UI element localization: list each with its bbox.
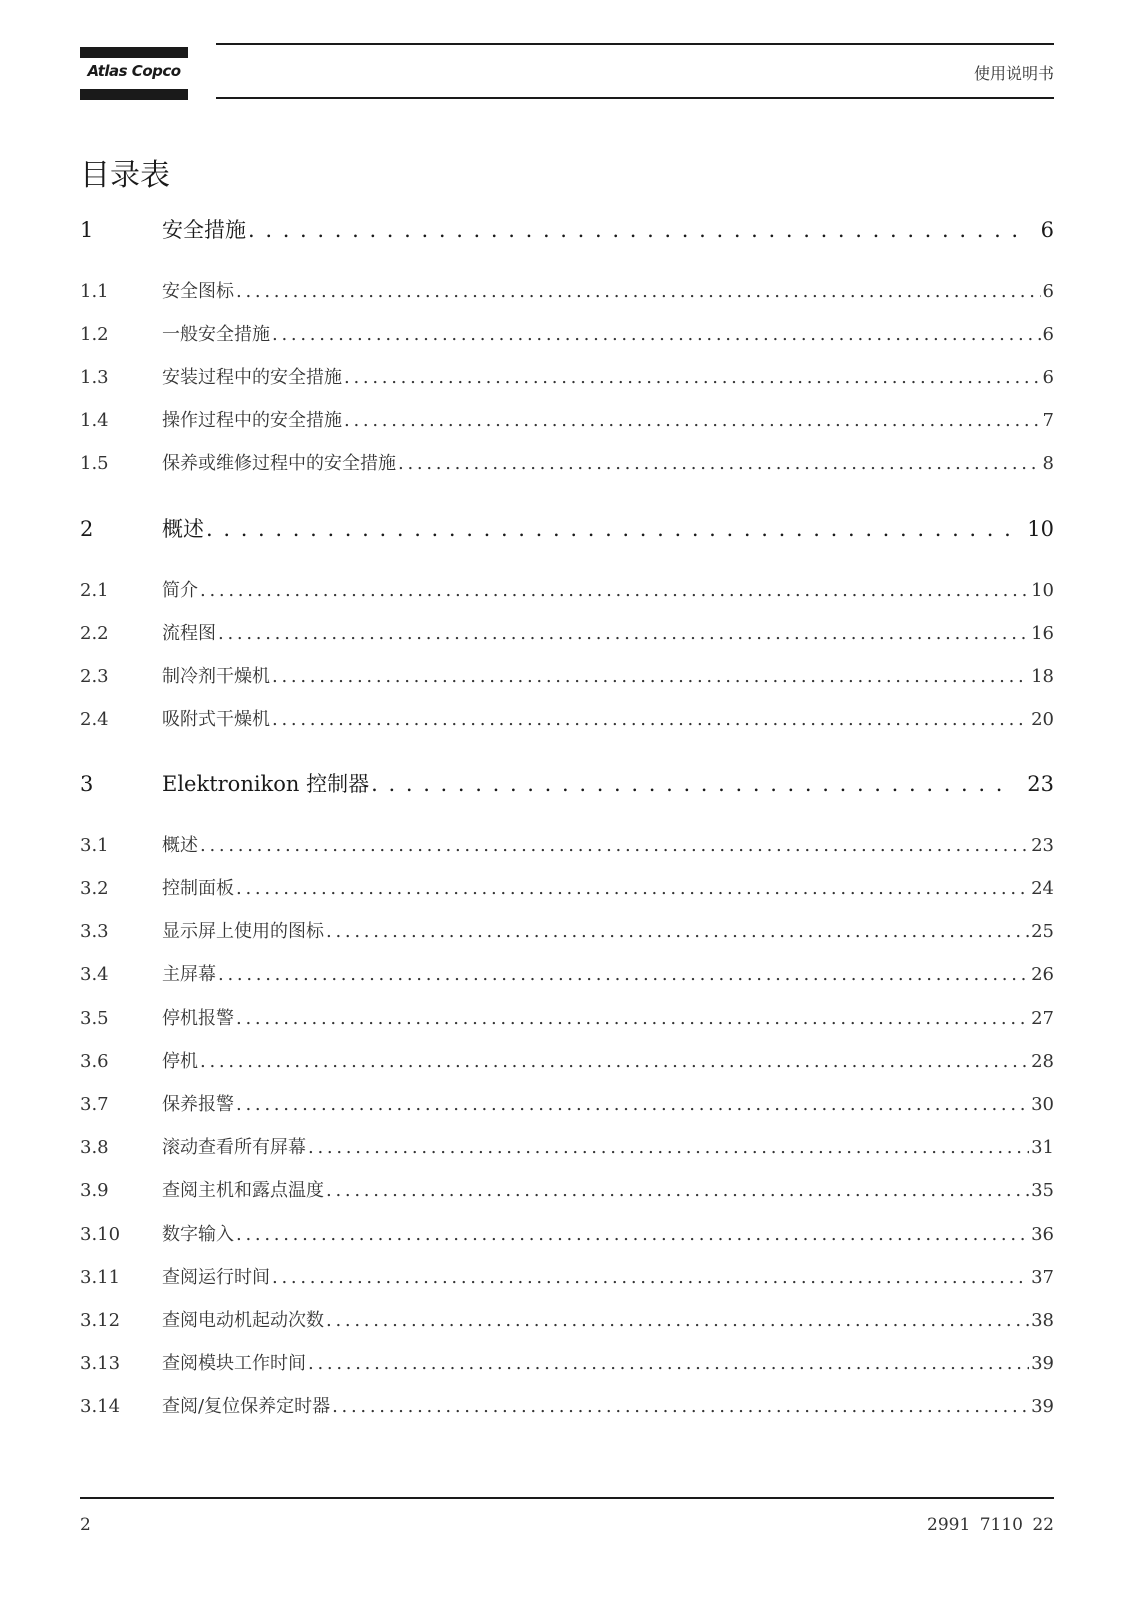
toc-leader-dots (236, 878, 1029, 899)
toc-leader-dots (236, 1008, 1029, 1029)
toc-entry-3-11[interactable] (80, 1263, 1054, 1293)
toc-entry-2-2[interactable] (80, 619, 1054, 649)
toc-leader-dots (236, 1094, 1029, 1115)
toc-leader-dots (236, 281, 1041, 302)
toc-entry-label: 查阅模块工作时间 (162, 1353, 306, 1374)
toc-entry-number: 3.13 (80, 1353, 121, 1374)
toc-leader-dots (326, 921, 1029, 942)
toc-entry-number: 3.12 (80, 1310, 121, 1331)
toc-leader-dots (308, 1353, 1029, 1374)
toc-entry-label: 安装过程中的安全措施 (162, 367, 342, 388)
toc-entry-page: 31 (1031, 1137, 1054, 1158)
toc-entry-3-13[interactable] (80, 1349, 1054, 1379)
toc-entry-page: 23 (1027, 772, 1054, 796)
toc-leader-dots (326, 1180, 1029, 1201)
toc-entry-3-10[interactable] (80, 1220, 1054, 1250)
toc-entry-page: 6 (1042, 281, 1054, 302)
toc-entry-1-1[interactable] (80, 277, 1054, 307)
toc-entry-1-2[interactable] (80, 320, 1054, 350)
toc-entry-label: 概述 (162, 517, 204, 541)
toc-entry-page: 10 (1031, 580, 1054, 601)
toc-leader-dots (272, 709, 1029, 730)
toc-entry-page: 38 (1031, 1310, 1054, 1331)
toc-entry-3-5[interactable] (80, 1004, 1054, 1034)
toc-entry-label: 停机报警 (162, 1008, 234, 1029)
footer-document-number: 2991 7110 22 (927, 1515, 1054, 1535)
toc-entry-label: 操作过程中的安全措施 (162, 410, 342, 431)
toc-entry-3-12[interactable] (80, 1306, 1054, 1336)
toc-entry-page: 39 (1031, 1353, 1054, 1374)
toc-entry-label: 简介 (162, 580, 198, 601)
toc-entry-page: 8 (1042, 453, 1054, 474)
toc-leader-dots (371, 772, 1013, 796)
toc-leader-dots (200, 1051, 1029, 1072)
toc-entry-label: 控制面板 (162, 878, 234, 899)
logo-text: Atlas Copco (87, 62, 181, 80)
toc-entry-page: 6 (1040, 218, 1054, 242)
toc-entry-page: 24 (1031, 878, 1054, 899)
toc-entry-label: 数字输入 (162, 1224, 234, 1245)
toc-entry-number: 1.4 (80, 410, 109, 431)
toc-entry-label: 保养报警 (162, 1094, 234, 1115)
toc-entry-3[interactable] (80, 768, 1054, 798)
toc-entry-number: 3.6 (80, 1051, 109, 1072)
toc-entry-label: 一般安全措施 (162, 324, 270, 345)
toc-entry-1-5[interactable] (80, 449, 1054, 479)
toc-entry-page: 20 (1031, 709, 1054, 730)
toc-entry-number: 2.2 (80, 623, 109, 644)
toc-entry-number: 1.1 (80, 281, 109, 302)
toc-entry-number: 2.4 (80, 709, 109, 730)
toc-leader-dots (272, 666, 1029, 687)
toc-entry-number: 3.8 (80, 1137, 109, 1158)
toc-entry-number: 3.4 (80, 964, 109, 985)
toc-leader-dots (200, 580, 1029, 601)
toc-entry-3-2[interactable] (80, 874, 1054, 904)
toc-entry-label: 滚动查看所有屏幕 (162, 1137, 306, 1158)
toc-entry-page: 10 (1027, 517, 1054, 541)
toc-entry-page: 7 (1042, 410, 1054, 431)
toc-leader-dots (236, 1224, 1029, 1245)
toc-entry-2-4[interactable] (80, 705, 1054, 735)
header-rule-bottom (216, 97, 1054, 99)
toc-entry-label: 保养或维修过程中的安全措施 (162, 453, 396, 474)
toc-entry-number: 3.3 (80, 921, 109, 942)
toc-entry-3-14[interactable] (80, 1392, 1054, 1422)
toc-leader-dots (218, 623, 1029, 644)
toc-entry-label: 制冷剂干燥机 (162, 666, 270, 687)
toc-entry-label: 查阅运行时间 (162, 1267, 270, 1288)
toc-entry-number: 2.3 (80, 666, 109, 687)
toc-entry-3-6[interactable] (80, 1047, 1054, 1077)
toc-entry-label: 显示屏上使用的图标 (162, 921, 324, 942)
toc-entry-number: 1.2 (80, 324, 109, 345)
toc-entry-3-1[interactable] (80, 831, 1054, 861)
toc-entry-3-7[interactable] (80, 1090, 1054, 1120)
toc-entry-label: 吸附式干燥机 (162, 709, 270, 730)
toc-entry-label: 安全图标 (162, 281, 234, 302)
toc-entry-page: 6 (1042, 324, 1054, 345)
toc-entry-number: 1 (80, 218, 94, 242)
toc-entry-page: 37 (1031, 1267, 1054, 1288)
toc-entry-3-4[interactable] (80, 960, 1054, 990)
toc-entry-page: 6 (1042, 367, 1054, 388)
toc-entry-page: 30 (1031, 1094, 1054, 1115)
toc-entry-label: 停机 (162, 1051, 198, 1072)
toc-entry-page: 25 (1031, 921, 1054, 942)
logo-bar-bottom (80, 89, 188, 100)
toc-entry-page: 39 (1031, 1396, 1054, 1417)
toc-entry-number: 3.7 (80, 1094, 109, 1115)
toc-entry-number: 3 (80, 772, 94, 796)
toc-entry-number: 3.5 (80, 1008, 109, 1029)
toc-leader-dots (206, 517, 1013, 541)
toc-entry-number: 3.14 (80, 1396, 121, 1417)
toc-entry-label: 概述 (162, 835, 198, 856)
toc-entry-number: 3.11 (80, 1267, 121, 1288)
toc-entry-page: 16 (1031, 623, 1054, 644)
toc-entry-number: 2.1 (80, 580, 109, 601)
toc-entry-number: 3.10 (80, 1224, 121, 1245)
toc-entry-label: 流程图 (162, 623, 216, 644)
footer-rule (80, 1497, 1054, 1499)
toc-entry-label: 查阅/复位保养定时器 (162, 1396, 331, 1417)
toc-entry-page: 36 (1031, 1224, 1054, 1245)
toc-leader-dots (326, 1310, 1029, 1331)
toc-entry-number: 3.1 (80, 835, 109, 856)
toc-entry-page: 23 (1031, 835, 1054, 856)
toc-entry-1[interactable] (80, 214, 1054, 244)
toc-entry-1-4[interactable] (80, 406, 1054, 436)
toc-entry-number: 3.9 (80, 1180, 109, 1201)
toc-entry-label: Elektronikon 控制器 (162, 772, 370, 796)
toc-entry-3-9[interactable] (80, 1176, 1054, 1206)
header-title: 使用说明书 (973, 64, 1054, 83)
toc-entry-number: 3.2 (80, 878, 109, 899)
toc-leader-dots (200, 835, 1029, 856)
toc-entry-number: 1.5 (80, 453, 109, 474)
toc-leader-dots (272, 324, 1041, 345)
toc-entry-label: 查阅主机和露点温度 (162, 1180, 324, 1201)
toc-title: 目录表 (80, 158, 170, 193)
toc-entry-number: 2 (80, 517, 94, 541)
toc-entry-page: 27 (1031, 1008, 1054, 1029)
toc-entry-2-1[interactable] (80, 576, 1054, 606)
toc-entry-2[interactable] (80, 513, 1054, 543)
toc-leader-dots (398, 453, 1041, 474)
toc-leader-dots (308, 1137, 1029, 1158)
toc-leader-dots (344, 410, 1041, 431)
header-rule-top (216, 43, 1054, 45)
footer-page-number: 2 (80, 1515, 91, 1535)
toc-entry-page: 18 (1031, 666, 1054, 687)
toc-leader-dots (272, 1267, 1029, 1288)
atlas-copco-logo (80, 47, 188, 100)
toc-entry-number: 1.3 (80, 367, 109, 388)
toc-entry-label: 主屏幕 (162, 964, 216, 985)
toc-leader-dots (218, 964, 1029, 985)
toc-entry-page: 26 (1031, 964, 1054, 985)
toc-leader-dots (248, 218, 1027, 242)
toc-entry-2-3[interactable] (80, 662, 1054, 692)
toc-entry-page: 28 (1031, 1051, 1054, 1072)
toc-entry-label: 安全措施 (162, 218, 246, 242)
toc-entry-3-3[interactable] (80, 917, 1054, 947)
toc-entry-3-8[interactable] (80, 1133, 1054, 1163)
toc-entry-1-3[interactable] (80, 363, 1054, 393)
toc-leader-dots (332, 1396, 1029, 1417)
logo-bar-top (80, 47, 188, 58)
toc-entry-label: 查阅电动机起动次数 (162, 1310, 324, 1331)
toc-leader-dots (344, 367, 1041, 388)
toc-entry-page: 35 (1031, 1180, 1054, 1201)
